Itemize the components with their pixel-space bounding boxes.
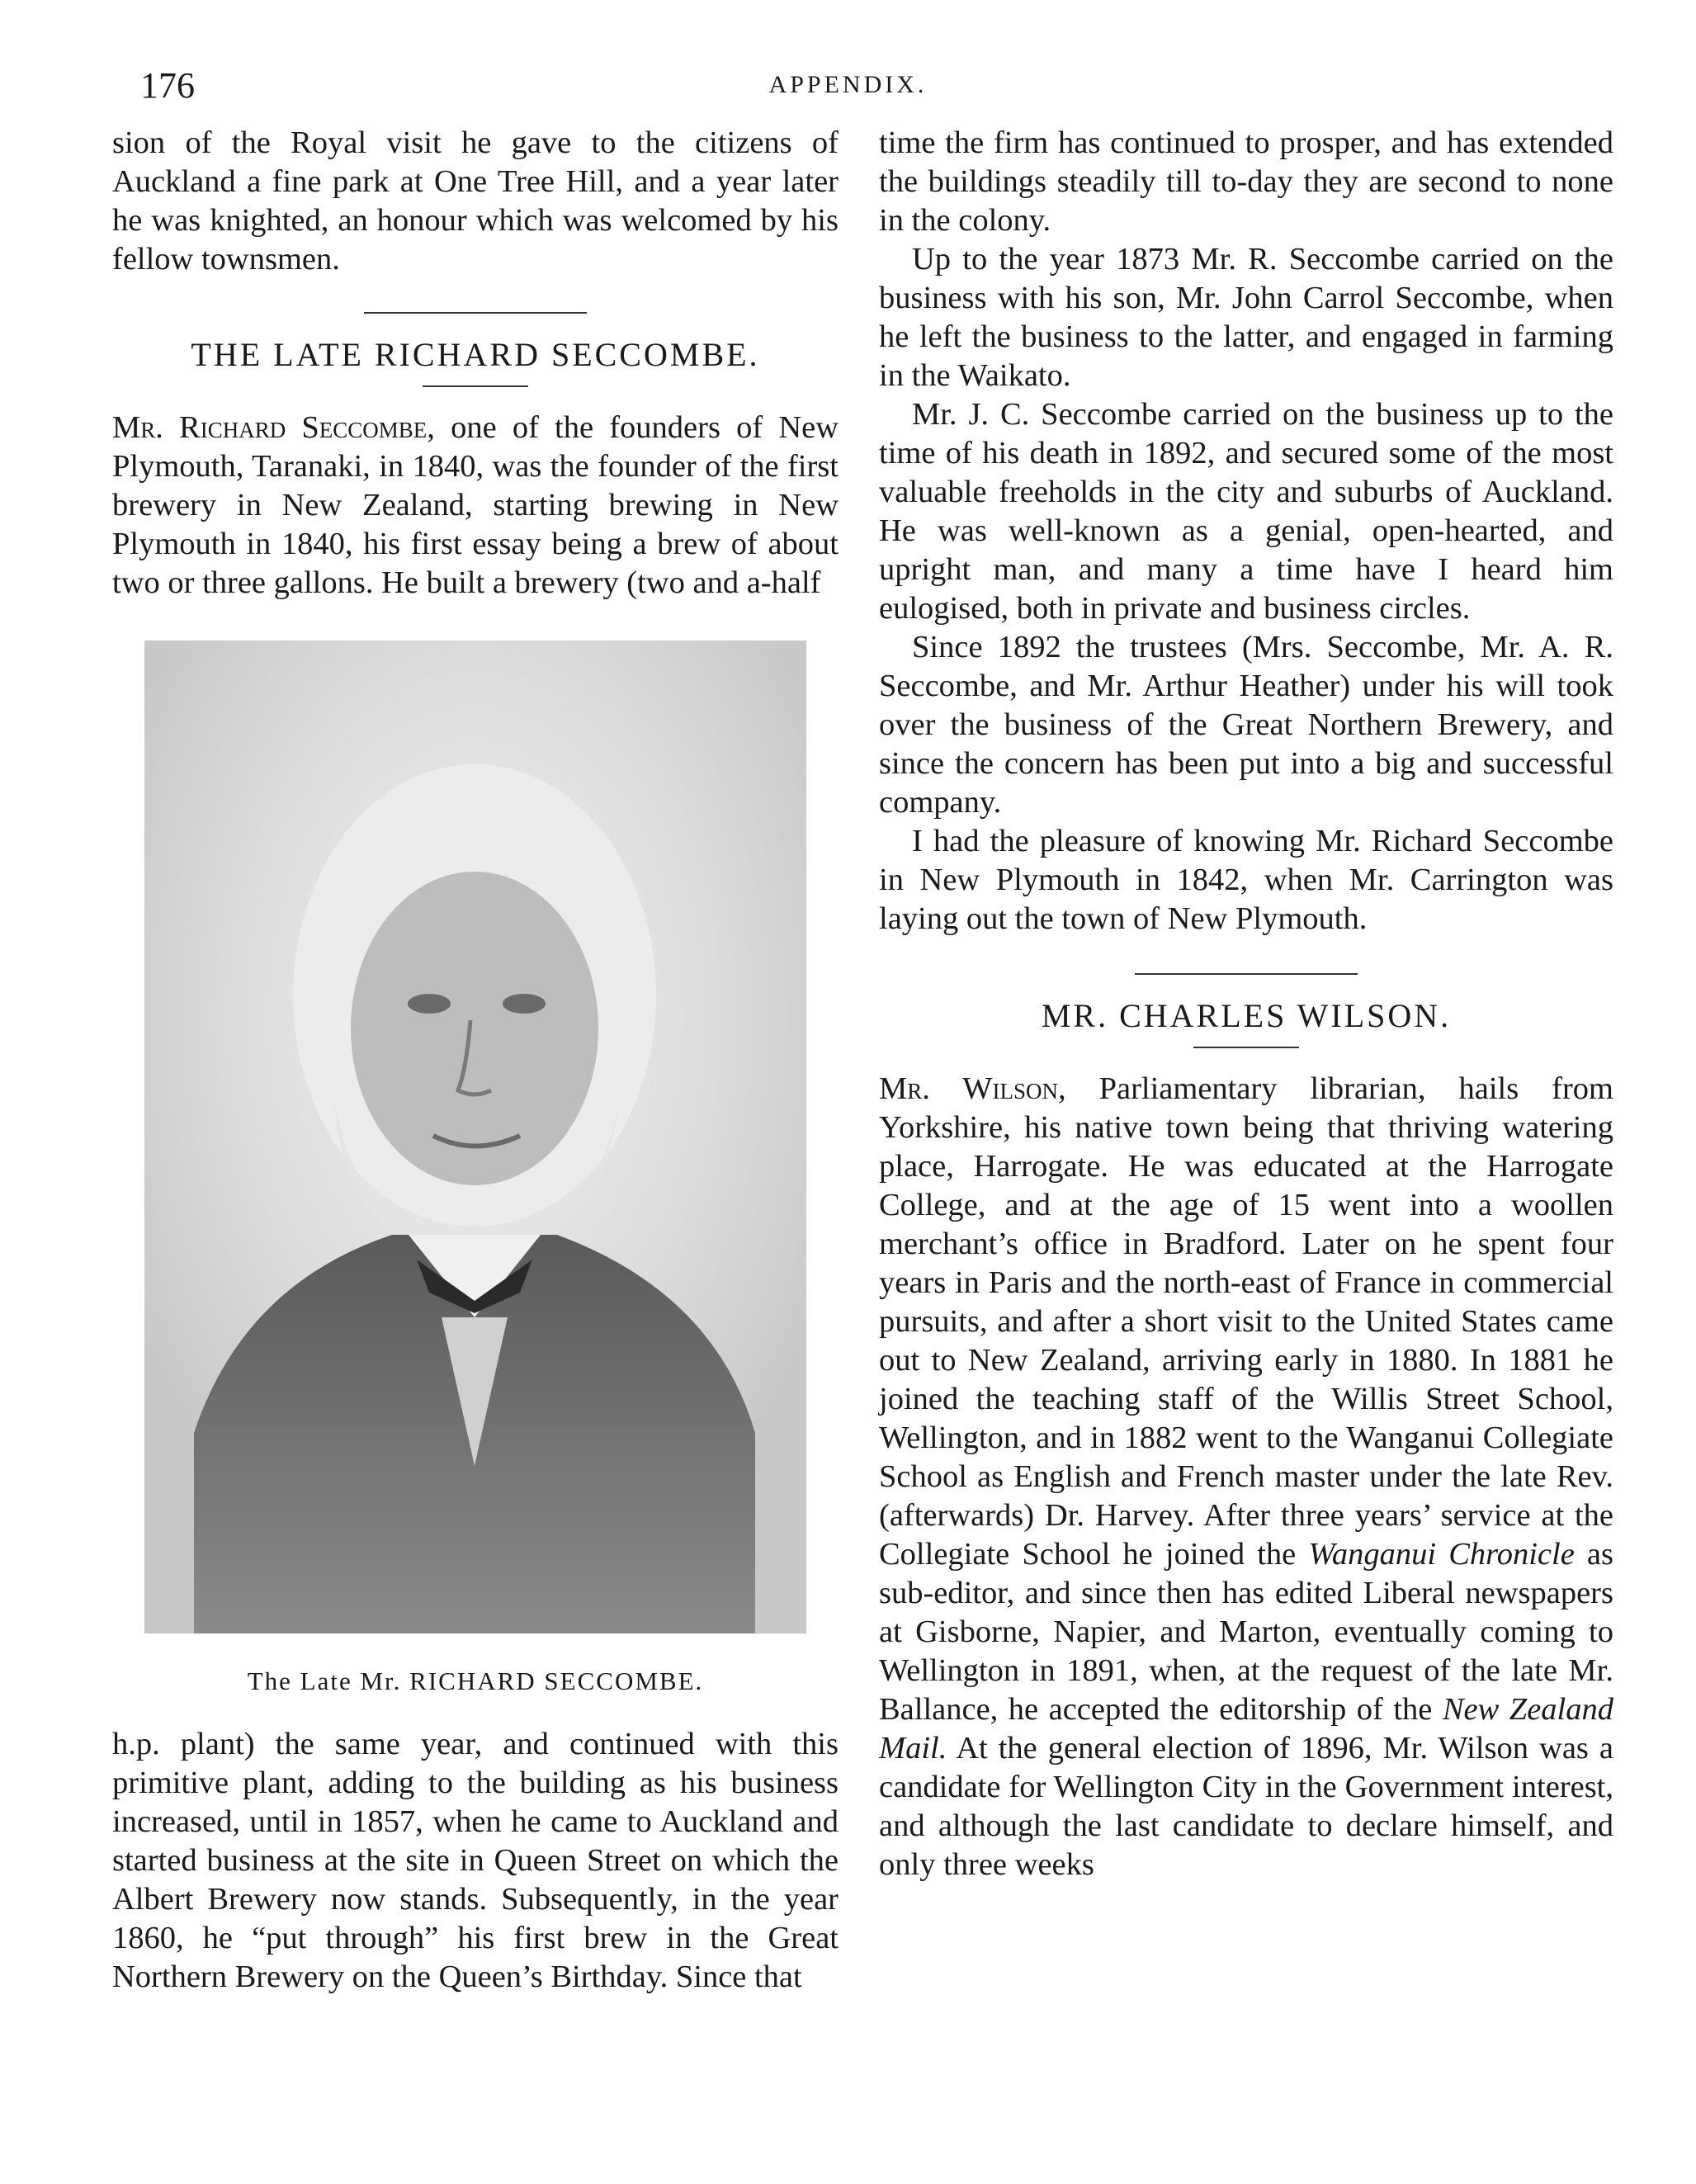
page-number: 176 (140, 65, 195, 106)
right-paragraph-5: I had the pleasure of knowing Mr. Richard Seccombe in New Plymouth in 1842, when Mr. Carrington was laying out the town of New Plymouth. (879, 824, 1613, 936)
seccombe-lead: Mr. Richard Seccombe (112, 410, 428, 445)
page-header (0, 64, 1696, 106)
wilson-text-1: , Parliamentary librarian, hails from Yorkshire, his native town being that thriving watering place, Harrogate. He was educated at the Harrogate College, and at the age of 15 went into a woollen merchant’s office in Bradford. Later on he spent four years in Paris and the north-east of France in commercial pursuits, and after a short visit to the United States came out to New Zealand, arriving early in 1880. In 1881 he joined the teaching staff of the Willis Street School, Wellington, and in 1882 went to the Wanganui Collegiate School as English and French master under the late Rev. (afterwards) Dr. Harvey. After three years’ service at the Collegiate School he joined the (879, 1071, 1613, 1572)
portrait-caption: The Late Mr. RICHARD SECCOMBE. (247, 1666, 704, 1695)
right-paragraph-1: time the firm has continued to prosper, and has extended the buildings steadily till to-day they are second to none in the colony. (879, 125, 1613, 238)
right-paragraph-3: Mr. J. C. Seccombe carried on the business up to the time of his death in 1892, and secured some of the most valuable freeholds in the city and suburbs of Auckland. He was well-known as a genial, open-hearted, and upright man, and many a time have I heard him eulogised, both in private and business circles. (879, 397, 1613, 626)
wilson-text-2: as sub-editor, and since then has edited Liberal newspapers at Gisborne, Napier, and Marton, eventually coming to Wellington in 1891, when, at the request of the late Mr. Ballance, he accepted the editorship of the (879, 1537, 1613, 1727)
seccombe-continuation: h.p. plant) the same year, and continued with this primitive plant, adding to the building as his business increased, until in 1857, when he came to Auckland and started business at the site in Queen Street on which the Albert Brewery now stands. Subsequently, in the year 1860, he “put through” his first brew in the Great Northern Brewery on the Queen’s Birthday. Since that (112, 1727, 839, 1994)
right-paragraph-2: Up to the year 1873 Mr. R. Seccombe carried on the business with his son, Mr. John Carrol Seccombe, when he left the business to the latter, and engaged in farming in the Waikato. (879, 242, 1613, 393)
running-head: APPENDIX. (768, 71, 928, 98)
right-column (879, 124, 1613, 1884)
section-heading-wilson: MR. CHARLES WILSON. (1041, 997, 1452, 1034)
left-column (112, 124, 839, 1997)
seccombe-intro-text: , one of the founders of New Plymouth, Taranaki, in 1840, was the founder of the first brewery in New Zealand, starting brewing in New Plymouth in 1840, his first essay being a brew of about two or three gallons. He built a brewery (two and a-half (112, 410, 839, 600)
wilson-paragraph (879, 1070, 1613, 1884)
portrait-illustration (144, 641, 806, 1633)
seccombe-intro (112, 409, 839, 603)
wilson-lead: Mr. Wilson (879, 1071, 1058, 1106)
right-paragraph-4: Since 1892 the trustees (Mrs. Seccombe, Mr. A. R. Seccombe, and Mr. Arthur Heather) under his will took over the business of the Great Northern Brewery, and since the concern has been put into a big and successful company. (879, 630, 1613, 820)
seccombe-portrait (144, 641, 806, 1633)
opening-paragraph: sion of the Royal visit he gave to the citizens of Auckland a fine park at One Tree Hill, and a year later he was knighted, an honour which was welcomed by his fellow townsmen. (112, 125, 839, 277)
newspaper-title-chronicle: Wanganui Chronicle (1308, 1537, 1575, 1572)
newspaper-title-mail: New Zealand Mail. (879, 1692, 1613, 1766)
wilson-text-3: At the general election of 1896, Mr. Wilson was a candidate for Wellington City in the Government interest, and although the last candidate to declare himself, and only three weeks (879, 1731, 1613, 1882)
section-heading-seccombe: THE LATE RICHARD SECCOMBE. (191, 336, 760, 373)
